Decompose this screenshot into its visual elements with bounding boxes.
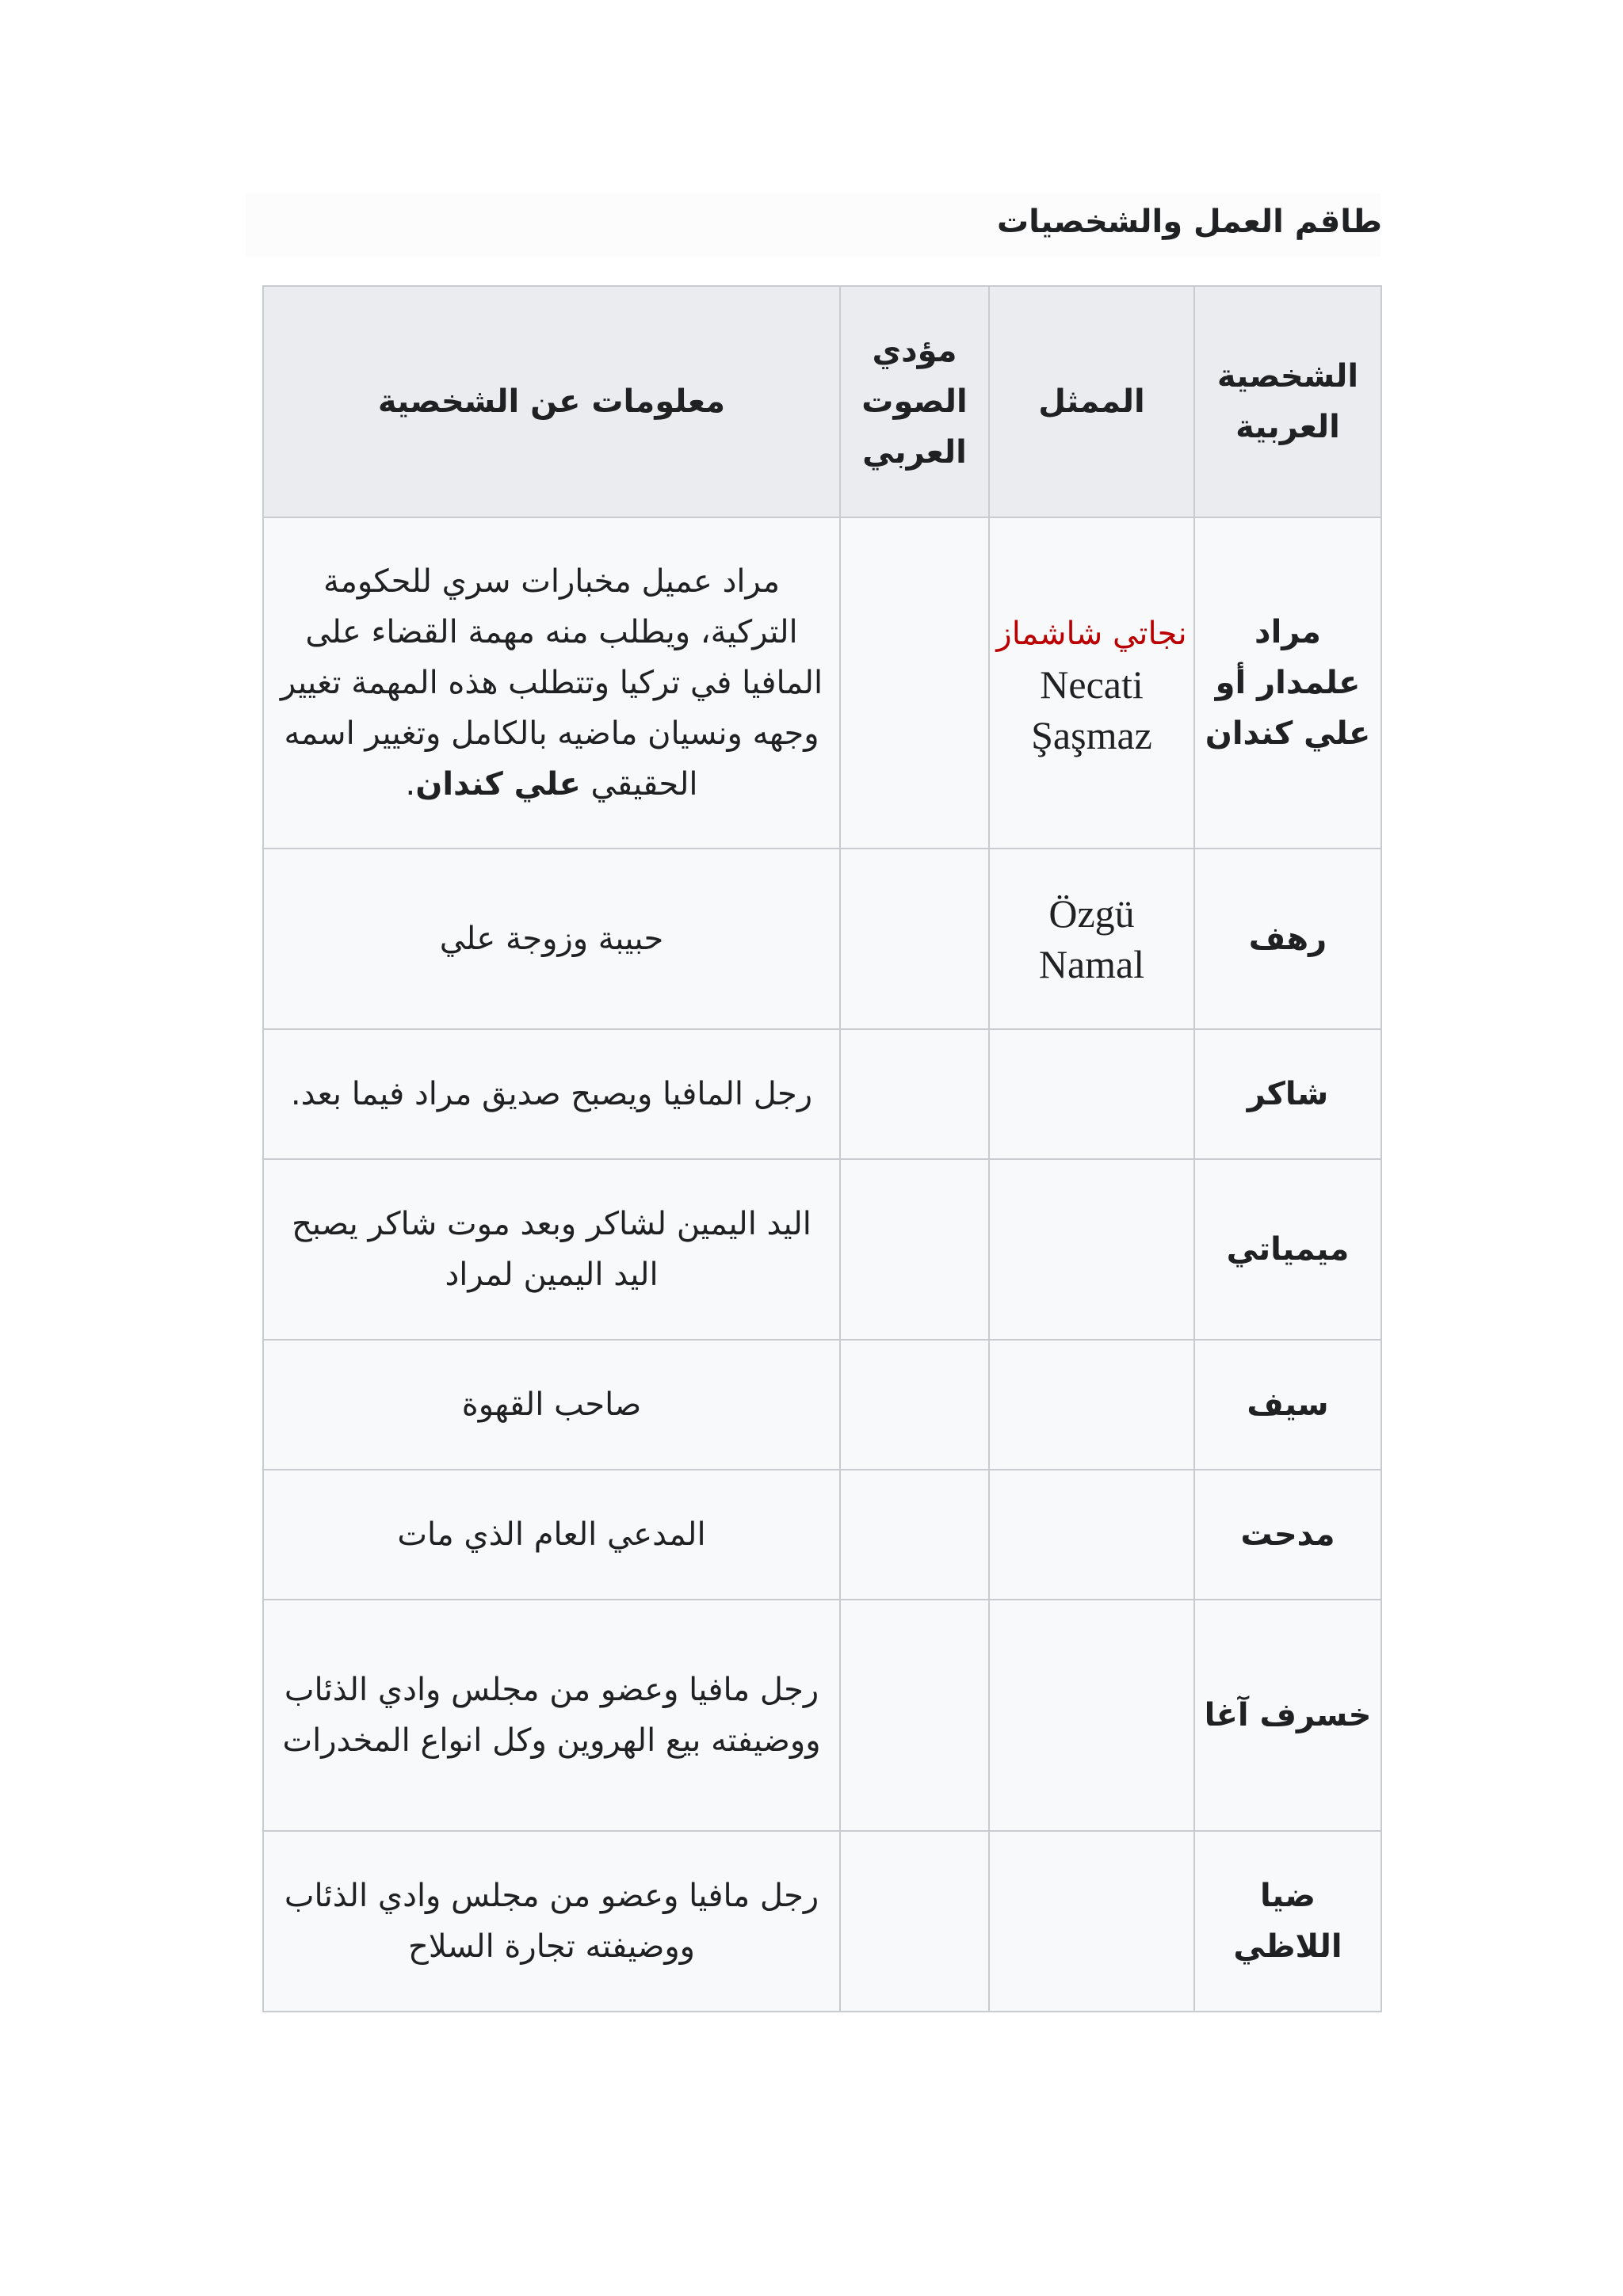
section-heading: طاقم العمل والشخصيات	[996, 204, 1382, 240]
header-character: الشخصية العربية	[1194, 286, 1381, 517]
character-info: صاحب القهوة	[263, 1340, 840, 1470]
voice-actor-cell	[840, 1831, 989, 2012]
character-info: حبيبة وزوجة علي	[263, 849, 840, 1029]
character-name: ضيا اللاظي	[1194, 1831, 1381, 2012]
table-row	[263, 1831, 1381, 2012]
table-row	[263, 1470, 1381, 1600]
actor-cell	[989, 1831, 1194, 2012]
actor-cell	[989, 1029, 1194, 1159]
table-row	[263, 517, 1381, 849]
character-info: اليد اليمين لشاكر وبعد موت شاكر يصبح اليد اليمين لمراد	[263, 1159, 840, 1340]
actor-latin-name: Necati Şaşmaz	[1031, 662, 1152, 757]
character-info: المدعي العام الذي مات	[263, 1470, 840, 1600]
actor-cell	[989, 1340, 1194, 1470]
table-row	[263, 1159, 1381, 1340]
info-bold-name: علي كندان	[415, 766, 581, 803]
actor-cell	[989, 1600, 1194, 1831]
cast-table	[262, 285, 1382, 2012]
character-name: خسرف آغا	[1194, 1600, 1381, 1831]
voice-actor-cell	[840, 1600, 989, 1831]
character-name: رهف	[1194, 849, 1381, 1029]
voice-actor-cell	[840, 1470, 989, 1600]
character-info: رجل مافيا وعضو من مجلس وادي الذئاب ووضيفته بيع الهروين وكل انواع المخدرات	[263, 1600, 840, 1831]
header-character-info: معلومات عن الشخصية	[263, 286, 840, 517]
voice-actor-cell	[840, 849, 989, 1029]
info-text: مراد عميل مخبارات سري للحكومة التركية، ويطلب منه مهمة القضاء على المافيا في تركيا وتتطلب هذه المهمة تغيير وجهه ونسيان ماضيه بالكامل وتغيير اسمه الحقيقي	[280, 563, 823, 803]
header-actor: الممثل	[989, 286, 1194, 517]
voice-actor-cell	[840, 517, 989, 849]
character-info: رجل مافيا وعضو من مجلس وادي الذئاب ووضيفته تجارة السلاح	[263, 1831, 840, 2012]
character-info	[263, 517, 840, 849]
actor-cell	[989, 517, 1194, 849]
table-row	[263, 1340, 1381, 1470]
actor-cell	[989, 849, 1194, 1029]
actor-cell	[989, 1159, 1194, 1340]
character-name: سيف	[1194, 1340, 1381, 1470]
info-text-end: .	[405, 766, 416, 803]
character-info: رجل المافيا ويصبح صديق مراد فيما بعد.	[263, 1029, 840, 1159]
actor-link[interactable]: نجاتي شاشماز	[996, 616, 1187, 652]
character-name: مدحت	[1194, 1470, 1381, 1600]
header-voice-actor: مؤدي الصوت العربي	[840, 286, 989, 517]
character-name: شاكر	[1194, 1029, 1381, 1159]
voice-actor-cell	[840, 1159, 989, 1340]
table-header-row	[263, 286, 1381, 517]
table-row	[263, 1029, 1381, 1159]
table-row	[263, 849, 1381, 1029]
character-name: ميمياتي	[1194, 1159, 1381, 1340]
voice-actor-cell	[840, 1340, 989, 1470]
table-row	[263, 1600, 1381, 1831]
voice-actor-cell	[840, 1029, 989, 1159]
character-name: مراد علمدار أو علي كندان	[1194, 517, 1381, 849]
actor-cell	[989, 1470, 1194, 1600]
actor-latin-name: Özgü Namal	[1038, 891, 1145, 986]
